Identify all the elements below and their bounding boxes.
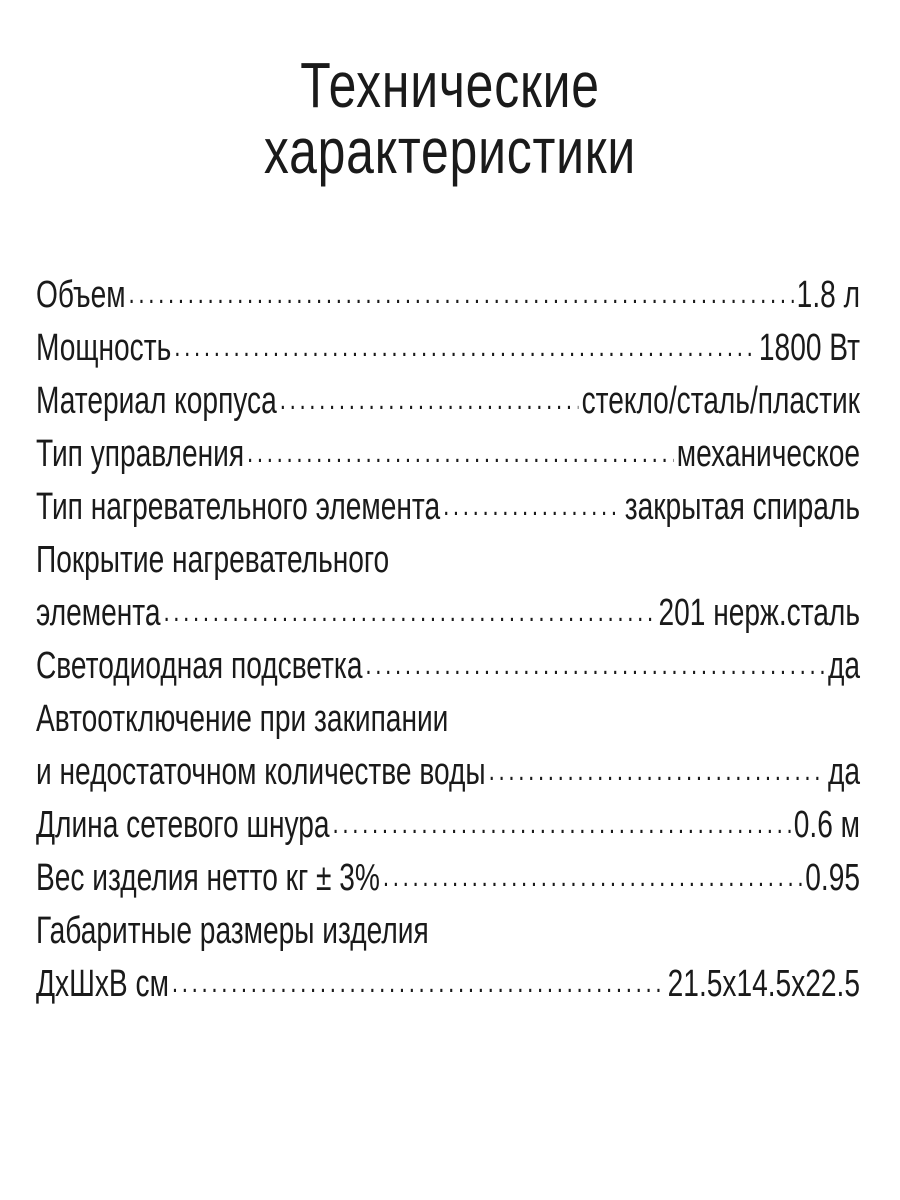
- spec-label-line-1: Покрытие нагревательного: [36, 539, 390, 581]
- spec-label: Объем: [36, 274, 126, 316]
- spec-label: и недостаточном количестве воды: [36, 751, 486, 793]
- spec-value: 0.6 м: [793, 804, 860, 846]
- spec-row-heating-coating-label-1: [36, 529, 860, 582]
- dot-leader: [129, 279, 794, 317]
- dot-leader: [383, 862, 802, 900]
- spec-value: 1.8 л: [796, 274, 860, 316]
- spec-value: да: [827, 751, 860, 793]
- spec-row-cord-length: [36, 794, 860, 847]
- spec-label: ДхШхВ см: [36, 963, 169, 1005]
- spec-value: 0.95: [805, 857, 860, 899]
- spec-label: Мощность: [36, 327, 172, 369]
- dot-leader: [172, 968, 665, 1006]
- spec-label-line-1: Автоотключение при закипании: [36, 698, 449, 740]
- spec-value: 21.5x14.5x22.5: [667, 963, 860, 1005]
- page-title-line-1: Технические: [300, 49, 600, 121]
- spec-row-auto-off-label-1: [36, 688, 860, 741]
- spec-label: Вес изделия нетто кг ± 3%: [36, 857, 380, 899]
- spec-row-dimensions: [36, 953, 860, 1006]
- dot-leader: [333, 809, 791, 847]
- spec-row-volume: [36, 264, 860, 317]
- spec-value: да: [827, 645, 860, 687]
- page-title: [99, 49, 801, 187]
- page-title-line-2: характеристики: [263, 115, 637, 187]
- spec-value: 201 нерж.сталь: [658, 592, 860, 634]
- dot-leader: [280, 385, 579, 423]
- spec-value: механическое: [676, 433, 860, 475]
- spec-row-led-backlight: [36, 635, 860, 688]
- spec-list: [36, 264, 860, 1006]
- spec-label: Длина сетевого шнура: [36, 804, 330, 846]
- spec-row-dimensions-label-1: [36, 900, 860, 953]
- spec-label: Светодиодная подсветка: [36, 645, 363, 687]
- dot-leader: [174, 332, 756, 370]
- spec-row-net-weight: [36, 847, 860, 900]
- spec-row-heating-element-type: [36, 476, 860, 529]
- spec-row-heating-coating: [36, 582, 860, 635]
- dot-leader: [443, 491, 622, 529]
- spec-row-auto-off: [36, 741, 860, 794]
- spec-label: Тип управления: [36, 433, 245, 475]
- spec-label-line-1: Габаритные размеры изделия: [36, 910, 429, 952]
- spec-label: элемента: [36, 592, 161, 634]
- dot-leader: [365, 650, 825, 688]
- spec-value: стекло/сталь/пластик: [581, 380, 860, 422]
- dot-leader: [163, 597, 655, 635]
- spec-value: 1800 Вт: [758, 327, 860, 369]
- spec-label: Материал корпуса: [36, 380, 277, 422]
- spec-row-power: [36, 317, 860, 370]
- spec-value: закрытая спираль: [624, 486, 860, 528]
- spec-row-body-material: [36, 370, 860, 423]
- dot-leader: [489, 756, 825, 794]
- spec-label: Тип нагревательного элемента: [36, 486, 441, 528]
- dot-leader: [247, 438, 674, 476]
- spec-row-control-type: [36, 423, 860, 476]
